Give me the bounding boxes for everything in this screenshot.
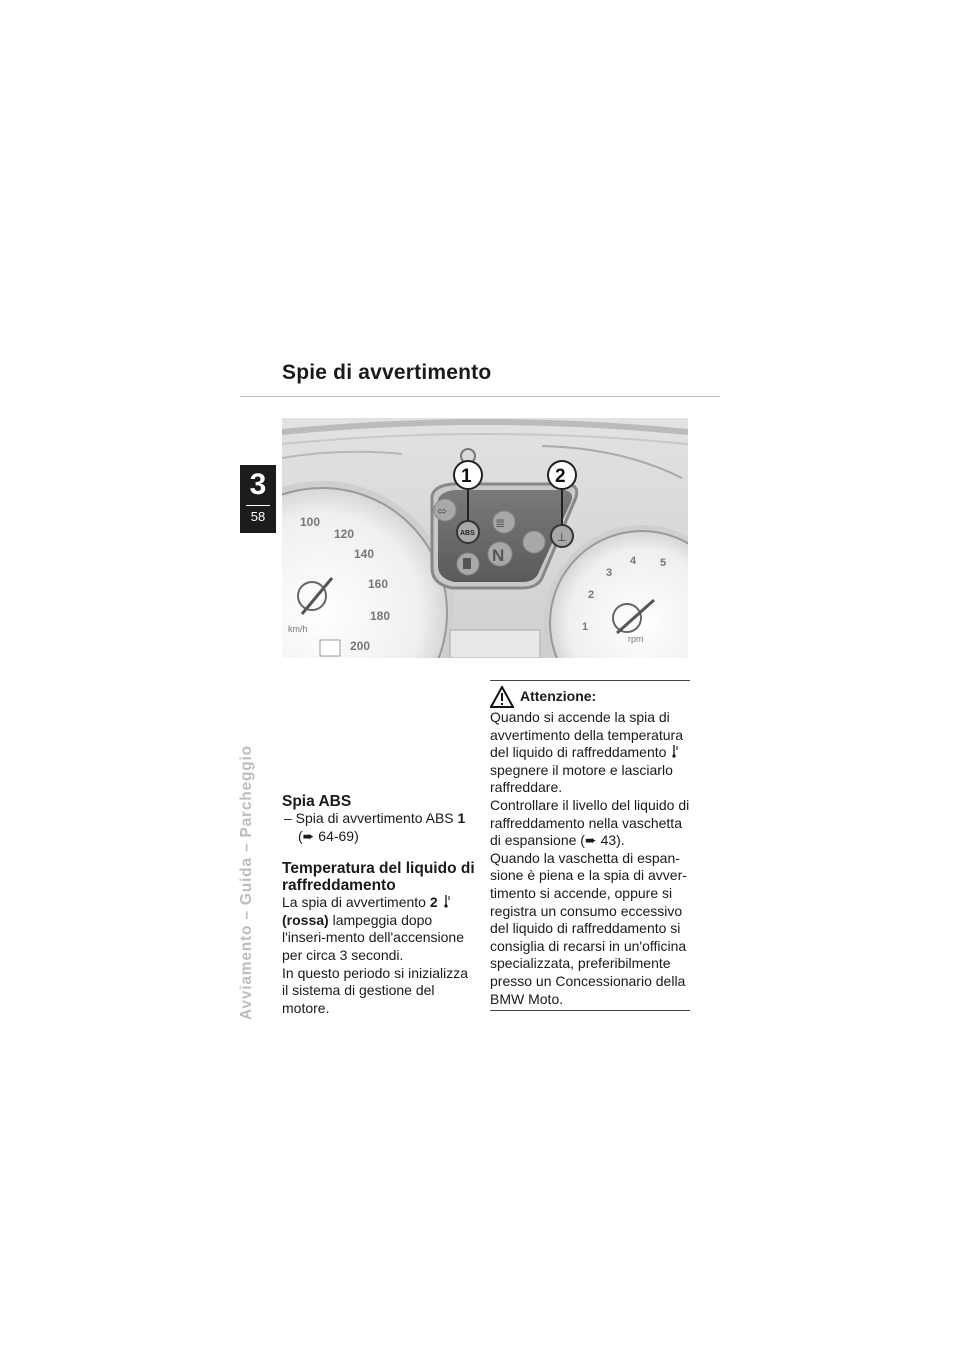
warning-p1-text-a: Quando si accende la spia di avvertimento della temperatura del liquido di raffreddamento xyxy=(490,709,683,761)
abs-item-ref: 1 xyxy=(457,810,466,826)
coolant-thermometer-icon xyxy=(670,745,679,758)
abs-list-item xyxy=(282,810,478,845)
abs-heading: Spia ABS xyxy=(282,793,352,810)
coolant-light-icon: ⊥ xyxy=(557,531,567,544)
callout-1-number: 1 xyxy=(461,466,472,487)
warning-paragraph-3: Quando la vaschetta di espan-sione è piena e la spia di avver-timento si accende, oppure si registra un consumo eccessivo del liquido di raffreddamento si consiglia di recarsi in un'officina specializzata, preferibilmente presso un Concessionario della BMW Moto. xyxy=(490,849,687,1007)
chapter-number: 3 xyxy=(249,468,267,501)
warning-paragraph-1 xyxy=(490,709,690,797)
tacho-tick: 5 xyxy=(660,557,667,569)
tacho-tick: 3 xyxy=(606,567,613,579)
warning-box-top-rule xyxy=(490,680,690,681)
coolant-paragraph-1 xyxy=(282,894,478,964)
side-chapter-label-text: Avviamento – Guida – Parcheggio xyxy=(238,745,255,1020)
chapter-tab xyxy=(240,465,276,533)
oil-pressure-light xyxy=(523,531,545,553)
chapter-tab-divider xyxy=(246,505,270,506)
page-number: 58 xyxy=(250,509,266,524)
warning-p1-text-b: spegnere il motore e lasciarlo raffreddare. xyxy=(490,761,673,796)
coolant-p1-color: (rossa) xyxy=(282,911,329,928)
title-divider xyxy=(240,396,720,397)
speedo-tick: 140 xyxy=(354,547,375,561)
warning-box-bottom-rule xyxy=(490,1010,690,1011)
warning-header xyxy=(490,685,690,709)
warning-triangle-icon xyxy=(490,686,514,708)
abs-item-text: – Spia di avvertimento ABS xyxy=(284,810,458,826)
speedo-tick: 180 xyxy=(370,609,391,623)
speedo-tick: 200 xyxy=(350,639,371,653)
neutral-light-label: N xyxy=(492,546,505,565)
abs-light-label: ABS xyxy=(460,530,475,537)
coolant-heading: Temperatura del liquido di raffreddamento xyxy=(282,860,475,895)
dashboard-illustration xyxy=(282,418,688,658)
warning-paragraph-2: Controllare il livello del liquido di raffreddamento nella vaschetta di espansione (➨ 43). xyxy=(490,796,690,849)
coolant-paragraph-2: In questo periodo si inizializza il sistema di gestione del motore. xyxy=(282,964,468,1016)
tacho-unit: rpm xyxy=(628,634,644,644)
tacho-tick: 4 xyxy=(630,555,637,567)
coolant-p1-text-b: lampeggia dopo l'inseri-mento dell'accensione per circa 3 secondi. xyxy=(282,911,464,963)
coolant-p1-ref: 2 xyxy=(429,894,438,911)
speedo-unit: km/h xyxy=(288,624,308,634)
left-column xyxy=(282,793,478,1017)
lcd-display xyxy=(450,630,540,658)
coolant-p1-text-a: La spia di avvertimento xyxy=(282,894,430,911)
high-beam-icon: ≣ xyxy=(495,516,506,530)
warning-box xyxy=(490,680,690,1011)
page-title: Spie di avvertimento xyxy=(282,361,492,384)
coolant-thermometer-icon xyxy=(442,895,451,908)
warning-title: Attenzione: xyxy=(520,688,597,705)
speedo-tick: 120 xyxy=(334,527,355,541)
tacho-tick: 1 xyxy=(582,621,589,633)
speedo-tick: 100 xyxy=(300,515,321,529)
abs-item-pages: (➨ 64-69) xyxy=(298,827,359,844)
tacho-tick: 2 xyxy=(588,589,595,601)
side-chapter-label xyxy=(238,550,268,1020)
turn-signal-icon: ⬄ xyxy=(437,504,448,518)
speedo-tick: 160 xyxy=(368,577,389,591)
callout-2-number: 2 xyxy=(555,466,566,487)
